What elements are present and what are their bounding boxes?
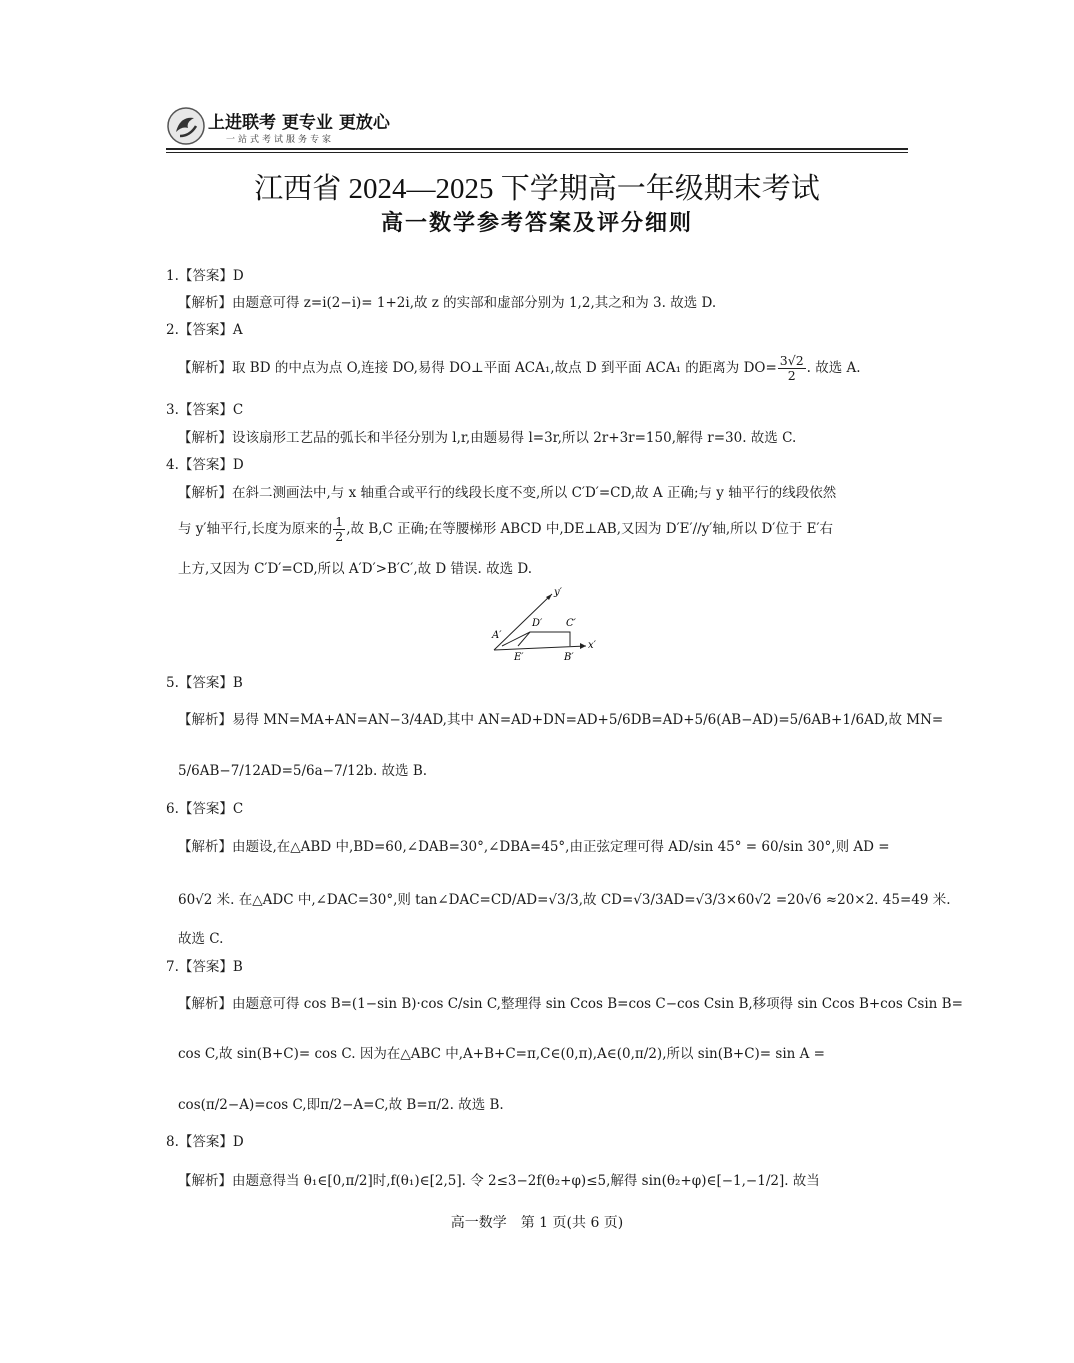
numerator: 1 xyxy=(335,514,344,529)
label-b-prime: B′ xyxy=(564,652,574,663)
denominator: 2 xyxy=(787,368,796,383)
document-subtitle: 高一数学参考答案及评分细则 xyxy=(380,211,693,236)
header-rule-thin xyxy=(166,152,908,153)
explanation-6-line1: 【解析】由题设,在△ABD 中,BD=60,∠DAB=30°,∠DBA=45°,由正弦定理可得 AD/sin 45° = 60/sin 30°,则 AD = xyxy=(178,839,890,855)
explanation-4-line2-a: 与 y′轴平行,长度为原来的 xyxy=(178,521,333,537)
label-y-prime: y′ xyxy=(554,587,562,598)
header-rule xyxy=(166,148,908,150)
denominator: 2 xyxy=(335,529,344,544)
explanation-2 xyxy=(178,354,920,383)
label-c-prime: C′ xyxy=(566,618,576,629)
fraction xyxy=(333,515,345,544)
label-d-prime: D′ xyxy=(532,618,543,629)
explanation-6-line3: 故选 C. xyxy=(178,931,224,947)
explanation-2-text: 【解析】取 BD 的中点为点 O,连接 DO,易得 DO⊥平面 ACA₁,故点 D 到平面 ACA₁ 的距离为 DO= xyxy=(178,360,777,376)
answer-7: 7.【答案】B xyxy=(166,959,243,975)
answer-6: 6.【答案】C xyxy=(166,801,244,817)
answer-5: 5.【答案】B xyxy=(166,675,243,691)
explanation-1: 【解析】由题意可得 z=i(2−i)= 1+2i,故 z 的实部和虚部分别为 1,2,其之和为 3. 故选 D. xyxy=(178,295,717,311)
x-axis-line xyxy=(494,646,586,650)
y-axis-line xyxy=(494,594,552,650)
explanation-2-tail: . 故选 A. xyxy=(806,360,861,376)
answer-8: 8.【答案】D xyxy=(166,1134,244,1150)
document-title: 江西省 2024—2025 下学期高一年级期末考试 xyxy=(254,173,820,205)
page-footer: 高一数学 第 1 页(共 6 页) xyxy=(450,1215,624,1231)
answer-3: 3.【答案】C xyxy=(166,402,244,418)
oblique-projection-figure xyxy=(488,586,608,666)
explanation-7-line1: 【解析】由题意可得 cos B=(1−sin B)·cos C/sin C,整理得 sin Ccos B=cos C−cos Csin B,移项得 sin Ccos B+cos Csin B= xyxy=(178,996,963,1012)
explanation-5-line1: 【解析】易得 MN=MA+AN=AN−3/4AD,其中 AN=AD+DN=AD+5/6DB=AD+5/6(AB−AD)=5/6AB+1/6AD,故 MN= xyxy=(178,712,944,728)
explanation-4-line2 xyxy=(178,515,920,544)
numerator: 3√2 xyxy=(779,353,804,368)
explanation-7-line3: cos(π/2−A)=cos C,即π/2−A=C,故 B=π/2. 故选 B. xyxy=(178,1097,504,1113)
brand-name: 上进联考 更专业 更放心 xyxy=(208,113,390,133)
document-header xyxy=(166,100,908,152)
answer-4: 4.【答案】D xyxy=(166,457,244,473)
fraction xyxy=(778,354,806,383)
explanation-3: 【解析】设该扇形工艺品的弧长和半径分别为 l,r,由题易得 l=3r,所以 2r+3r=150,解得 r=30. 故选 C. xyxy=(178,430,797,446)
answer-1: 1.【答案】D xyxy=(166,268,244,284)
x-axis-arrow-icon xyxy=(580,643,586,649)
label-x-prime: x′ xyxy=(588,640,596,651)
label-a-prime: A′ xyxy=(492,630,502,641)
explanation-4-line1: 【解析】在斜二测画法中,与 x 轴重合或平行的线段长度不变,所以 C′D′=CD,故 A 正确;与 y 轴平行的线段依然 xyxy=(178,485,837,501)
explanation-8-line1: 【解析】由题意得当 θ₁∈[0,π/2]时,f(θ₁)∈[2,5]. 令 2≤3−2f(θ₂+φ)≤5,解得 sin(θ₂+φ)∈[−1,−1/2]. 故当 xyxy=(178,1173,820,1189)
explanation-7-line2: cos C,故 sin(B+C)= cos C. 因为在△ABC 中,A+B+C=π,C∈(0,π),A∈(0,π/2),所以 sin(B+C)= sin A = xyxy=(178,1046,825,1062)
segment-de xyxy=(518,632,530,646)
explanation-5-line2: 5/6AB−7/12AD=5/6a−7/12b. 故选 B. xyxy=(178,763,428,779)
explanation-6-line2: 60√2 米. 在△ADC 中,∠DAC=30°,则 tan∠DAC=CD/AD=√3/3,故 CD=√3/3AD=√3/3×60√2 =20√6 ≈20×2. 45=49 米. xyxy=(178,892,951,908)
explanation-4-line3: 上方,又因为 C′D′=CD,所以 A′D′>B′C′,故 D 错误. 故选 D. xyxy=(178,561,533,577)
label-e-prime: E′ xyxy=(514,652,524,663)
answer-2: 2.【答案】A xyxy=(166,322,243,338)
trapezoid-shape xyxy=(502,632,570,646)
explanation-4-line2-b: ,故 B,C 正确;在等腰梯形 ABCD 中,DE⊥AB,又因为 D′E′//y′轴,所以 D′位于 E′右 xyxy=(346,521,834,537)
brand-logo-icon xyxy=(166,106,206,146)
brand-slogan: 一站式考试服务专家 xyxy=(226,135,335,145)
